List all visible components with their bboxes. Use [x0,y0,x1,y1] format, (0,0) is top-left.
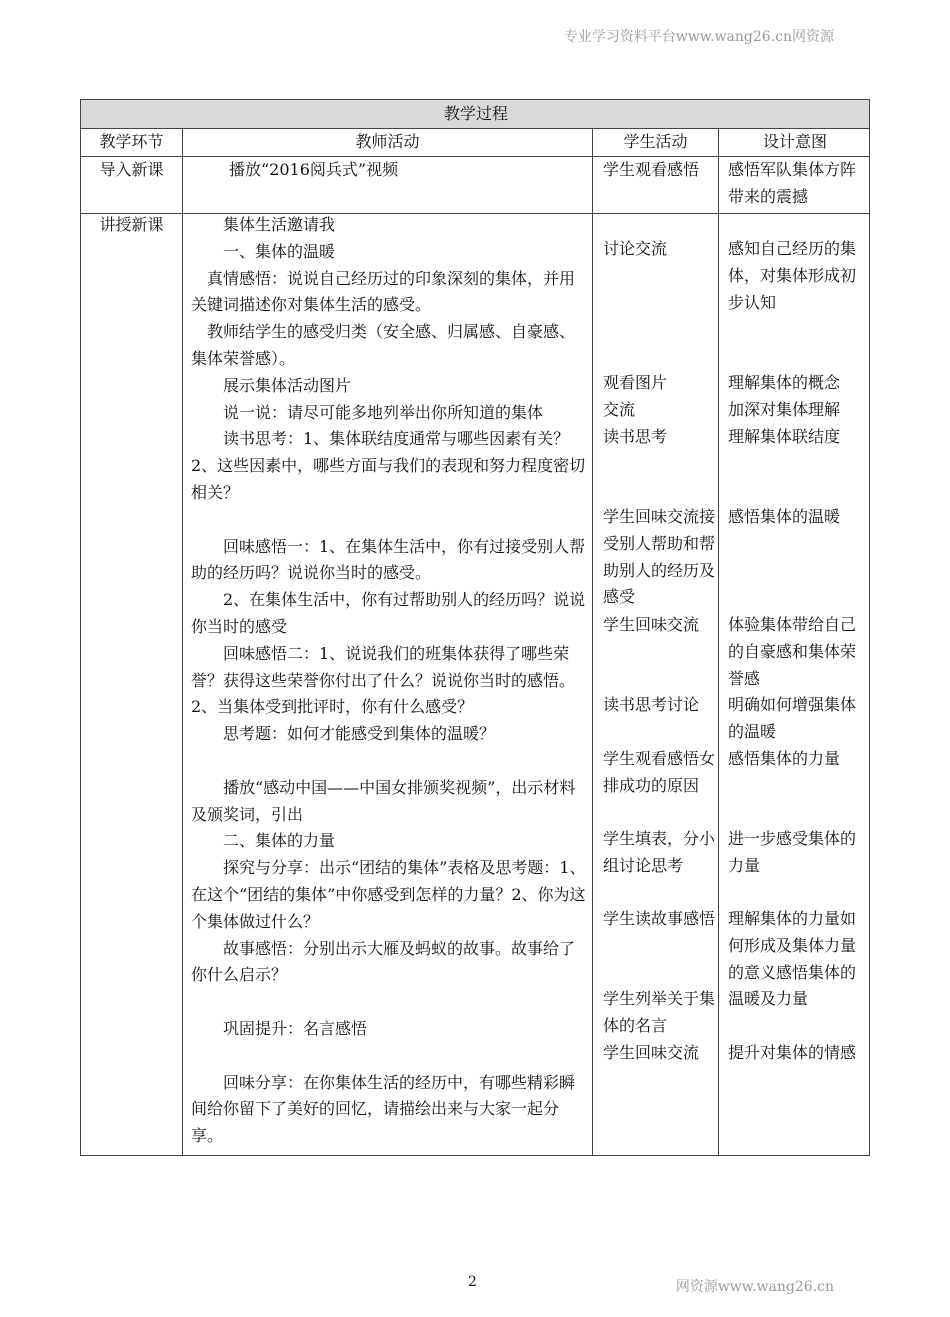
student-activity-item: 讨论交流 [603,239,668,258]
design-intent-item: 理解集体的力量如何形成及集体力量的意义感悟集体的温暖及力量 [728,909,857,1009]
teacher-line: 教师结学生的感受归类（安全感、归属感、自豪感、集体荣誉感）。 [191,322,576,368]
teaching-process-table [80,99,870,1156]
student-activity-item: 观看图片 [603,373,668,392]
teacher-line: 播放“感动中国——中国女排颁奖视频”，出示材料及颁奖词，引出 [191,777,576,824]
teacher-line: 巩固提升：名言感悟 [223,1018,368,1038]
spacer [191,507,586,534]
column-divider [182,128,183,1155]
design-intent-item: 加深对集体理解 [728,400,841,419]
design-intent-item: 体验集体带给自己的自豪感和集体荣誉感 [728,615,857,688]
teacher-line: 回味感悟一：1、在集体生活中，你有过接受别人帮助的经历吗？说说你当时的感受。 [191,536,586,583]
design-intent-item: 感悟集体的力量 [728,749,841,768]
design-intent-item: 进一步感受集体的力量 [728,829,857,875]
page-header: 专业学习资料平台www.wang26.cn网资源 [563,29,834,45]
teacher-line: 读书思考：1、集体联结度通常与哪些因素有关？2、这些因素中，哪些方面与我们的表现和努力程度密切相关？ [191,429,586,502]
student-activity-item: 学生回味交流 [603,615,700,634]
row1-student: 学生观看感悟 [603,160,700,179]
student-activity-item: 交流 [603,400,636,419]
row1-teacher: 播放“2016阅兵式”视频 [229,160,399,179]
column-header-student: 学生活动 [623,132,688,151]
column-header-intent: 设计意图 [762,132,827,151]
column-divider [592,128,593,1155]
column-header-stage: 教学环节 [99,132,164,151]
page-footer: 网资源www.wang26.cn [675,1279,834,1295]
student-activity-item: 学生填表，分小组讨论思考 [603,829,716,875]
design-intent-item: 提升对集体的情感 [728,1043,857,1062]
teacher-line: 真情感悟：说说自己经历过的印象深刻的集体，并用关键词描述你对集体生活的感受。 [191,268,576,315]
teacher-line: 思考题：如何才能感受到集体的温暖？ [223,724,496,744]
column-divider [718,128,719,1155]
table-title: 教学过程 [443,104,508,123]
page-number: 2 [468,1274,477,1290]
student-activity-item: 学生观看感悟女排成功的原因 [603,749,716,795]
row2-stage: 讲授新课 [99,215,164,234]
column-header-teacher: 教师活动 [355,132,420,151]
teacher-line: 一、集体的温暖 [223,241,336,261]
teacher-line: 展示集体活动图片 [223,375,352,395]
design-intent-item: 理解集体联结度 [728,427,841,446]
design-intent-item: 明确如何增强集体的温暖 [728,695,857,741]
teacher-line: 回味分享：在你集体生活的经历中，有哪些精彩瞬间给你留下了美好的回忆，请描绘出来与大家一起分享。 [191,1072,576,1146]
spacer [191,989,586,1016]
teacher-line: 探究与分享：出示“团结的集体”表格及思考题：1、在这个“团结的集体”中你感受到怎样的力量？2、你为这个集体做过什么？ [191,858,586,931]
row1-intent: 感悟军队集体方阵带来的震撼 [728,160,857,206]
spacer [191,1043,586,1070]
spacer [191,748,586,775]
student-activity-item: 读书思考讨论 [603,695,700,714]
design-intent-item: 感知自己经历的集体，对集体形成初步认知 [728,239,857,312]
row2-teacher [191,212,586,1150]
student-activity-item: 读书思考 [603,427,668,446]
teacher-line: 回味感悟二：1、说说我们的班集体获得了哪些荣誉？获得这些荣誉你付出了什么？说说你当时的感悟。2、当集体受到批评时，你有什么感受？ [191,643,576,717]
student-activity-item: 学生读故事感悟 [603,909,716,928]
teacher-line: 二、集体的力量 [223,831,336,851]
row1-stage: 导入新课 [99,160,164,179]
teacher-line: 说一说：请尽可能多地列举出你所知道的集体 [223,402,544,422]
design-intent-item: 理解集体的概念 [728,373,841,392]
student-activity-item: 学生列举关于集体的名言 [603,989,716,1035]
teacher-line: 2、在集体生活中，你有过帮助别人的经历吗？说说你当时的感受 [191,590,586,636]
teacher-line: 集体生活邀请我 [223,215,336,234]
design-intent-item: 感悟集体的温暖 [728,507,841,526]
student-activity-item: 学生回味交流接受别人帮助和帮助别人的经历及感受 [603,507,716,607]
teacher-line: 故事感悟：分别出示大雁及蚂蚁的故事。故事给了你什么启示？ [191,938,576,985]
student-activity-item: 学生回味交流 [603,1043,700,1062]
